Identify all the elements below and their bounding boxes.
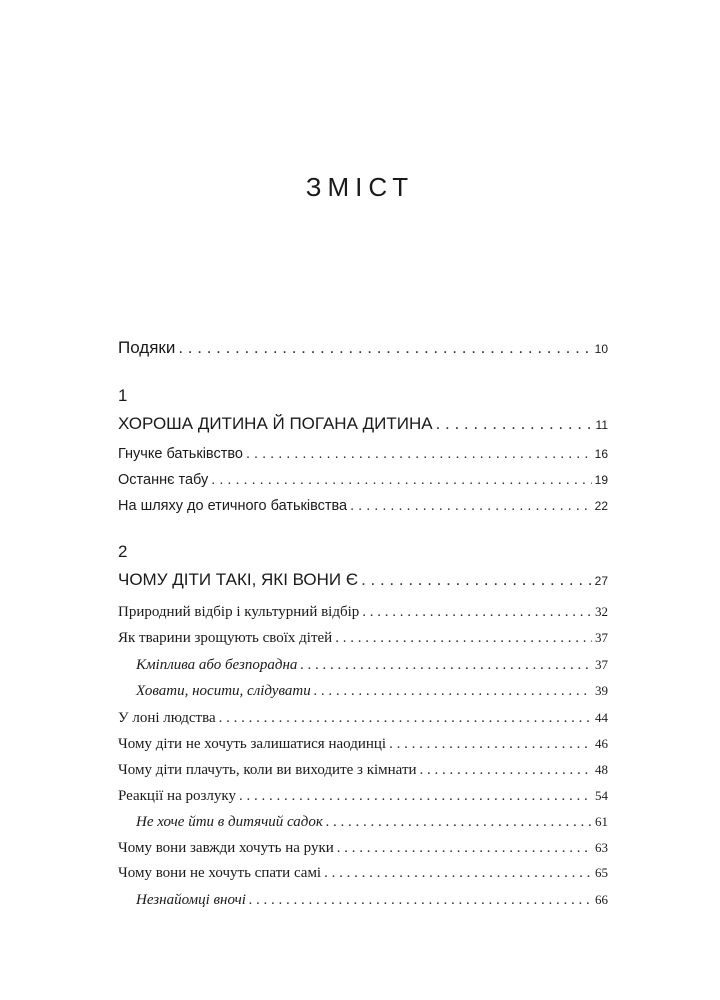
dot-leader bbox=[314, 683, 592, 700]
toc-entry-page: 10 bbox=[594, 342, 608, 356]
toc-entry-label: Чому діти плачуть, коли ви виходите з кімнати bbox=[118, 762, 417, 778]
toc-entry-page: 11 bbox=[595, 418, 608, 432]
toc-entry-label: Останнє табу bbox=[118, 472, 209, 488]
dot-leader bbox=[249, 892, 592, 909]
toc-entry-label: Чому вони не хочуть спати самі bbox=[118, 865, 322, 881]
toc-entry-label: Подяки bbox=[118, 338, 176, 357]
toc-section[interactable] bbox=[118, 630, 608, 647]
toc-entry-page: 48 bbox=[595, 762, 608, 777]
toc-entry-label: На шляху до етичного батьківства bbox=[118, 498, 348, 514]
toc-entry-page: 63 bbox=[595, 840, 608, 855]
toc-entry-label: У лоні людства bbox=[118, 710, 216, 726]
page-title: ЗМІСТ bbox=[305, 172, 415, 202]
toc-chapter-title[interactable] bbox=[118, 570, 608, 590]
toc-entry-page: 54 bbox=[595, 788, 608, 803]
toc-entry-label: ЧОМУ ДІТИ ТАКІ, ЯКІ ВОНИ Є bbox=[118, 570, 359, 589]
toc-entry-label: Незнайомці вночі bbox=[136, 892, 246, 908]
toc-entry-label: Ховати, носити, слідувати bbox=[136, 683, 311, 699]
toc-entry-label: Природний відбір і культурний відбір bbox=[118, 604, 360, 620]
toc-entry-page: 37 bbox=[595, 657, 608, 672]
chapter-number: 2 bbox=[118, 542, 128, 561]
toc-subsection[interactable] bbox=[136, 657, 608, 674]
toc-entry-label: Чому вони завжди хочуть на руки bbox=[118, 840, 334, 856]
toc-entry-label: ХОРОША ДИТИНА Й ПОГАНА ДИТИНА bbox=[118, 414, 433, 433]
toc-entry-page: 16 bbox=[594, 447, 608, 461]
dot-leader bbox=[300, 657, 592, 674]
dot-leader bbox=[326, 814, 592, 831]
toc-subsection[interactable] bbox=[136, 683, 608, 700]
dot-leader bbox=[211, 472, 591, 488]
toc-section[interactable] bbox=[118, 762, 608, 779]
toc-section[interactable] bbox=[118, 446, 608, 462]
toc-entry-page: 37 bbox=[595, 630, 608, 645]
toc-entry-label: Не хоче йти в дитячий садок bbox=[136, 814, 323, 830]
toc-entry-label: Гнучке батьківство bbox=[118, 446, 243, 462]
toc-entry-page: 46 bbox=[595, 736, 608, 751]
toc-subsection[interactable] bbox=[136, 814, 608, 831]
dot-leader bbox=[362, 604, 592, 621]
dot-leader bbox=[324, 865, 592, 882]
dot-leader bbox=[337, 840, 592, 857]
toc-entry-page: 19 bbox=[594, 473, 608, 487]
toc-entry-label: Реакції на розлуку bbox=[118, 788, 236, 804]
toc-entry-page: 22 bbox=[594, 499, 608, 513]
dot-leader bbox=[239, 788, 592, 805]
toc-entry-page: 65 bbox=[595, 865, 608, 880]
toc-entry-page: 27 bbox=[594, 574, 608, 588]
toc-section[interactable] bbox=[118, 788, 608, 805]
toc-section[interactable] bbox=[118, 736, 608, 753]
dot-leader bbox=[361, 570, 592, 590]
dot-leader bbox=[246, 446, 592, 462]
toc-section[interactable] bbox=[118, 865, 608, 882]
toc-section[interactable] bbox=[118, 472, 608, 488]
dot-leader bbox=[350, 498, 592, 514]
toc-entry-label: Як тварини зрощують своїх дітей bbox=[118, 630, 333, 646]
dot-leader bbox=[420, 762, 592, 779]
toc-subsection[interactable] bbox=[136, 892, 608, 909]
toc-entry-page: 44 bbox=[595, 710, 608, 725]
dot-leader bbox=[219, 710, 592, 727]
dot-leader bbox=[436, 414, 593, 434]
toc-entry-acknowledgements[interactable] bbox=[118, 338, 608, 358]
dot-leader bbox=[389, 736, 592, 753]
toc-section[interactable] bbox=[118, 840, 608, 857]
toc-section[interactable] bbox=[118, 498, 608, 514]
toc-section[interactable] bbox=[118, 604, 608, 621]
toc-entry-page: 61 bbox=[595, 814, 608, 829]
toc-entry-label: Кміплива або безпорадна bbox=[136, 657, 298, 673]
toc-section[interactable] bbox=[118, 710, 608, 727]
toc-chapter-title[interactable] bbox=[118, 414, 608, 434]
chapter-number: 1 bbox=[118, 386, 128, 405]
toc-entry-page: 39 bbox=[595, 683, 608, 698]
dot-leader bbox=[335, 630, 592, 647]
toc-entry-page: 66 bbox=[595, 892, 608, 907]
dot-leader bbox=[178, 338, 591, 358]
toc-entry-page: 32 bbox=[595, 604, 608, 619]
toc-entry-label: Чому діти не хочуть залишатися наодинці bbox=[118, 736, 387, 752]
